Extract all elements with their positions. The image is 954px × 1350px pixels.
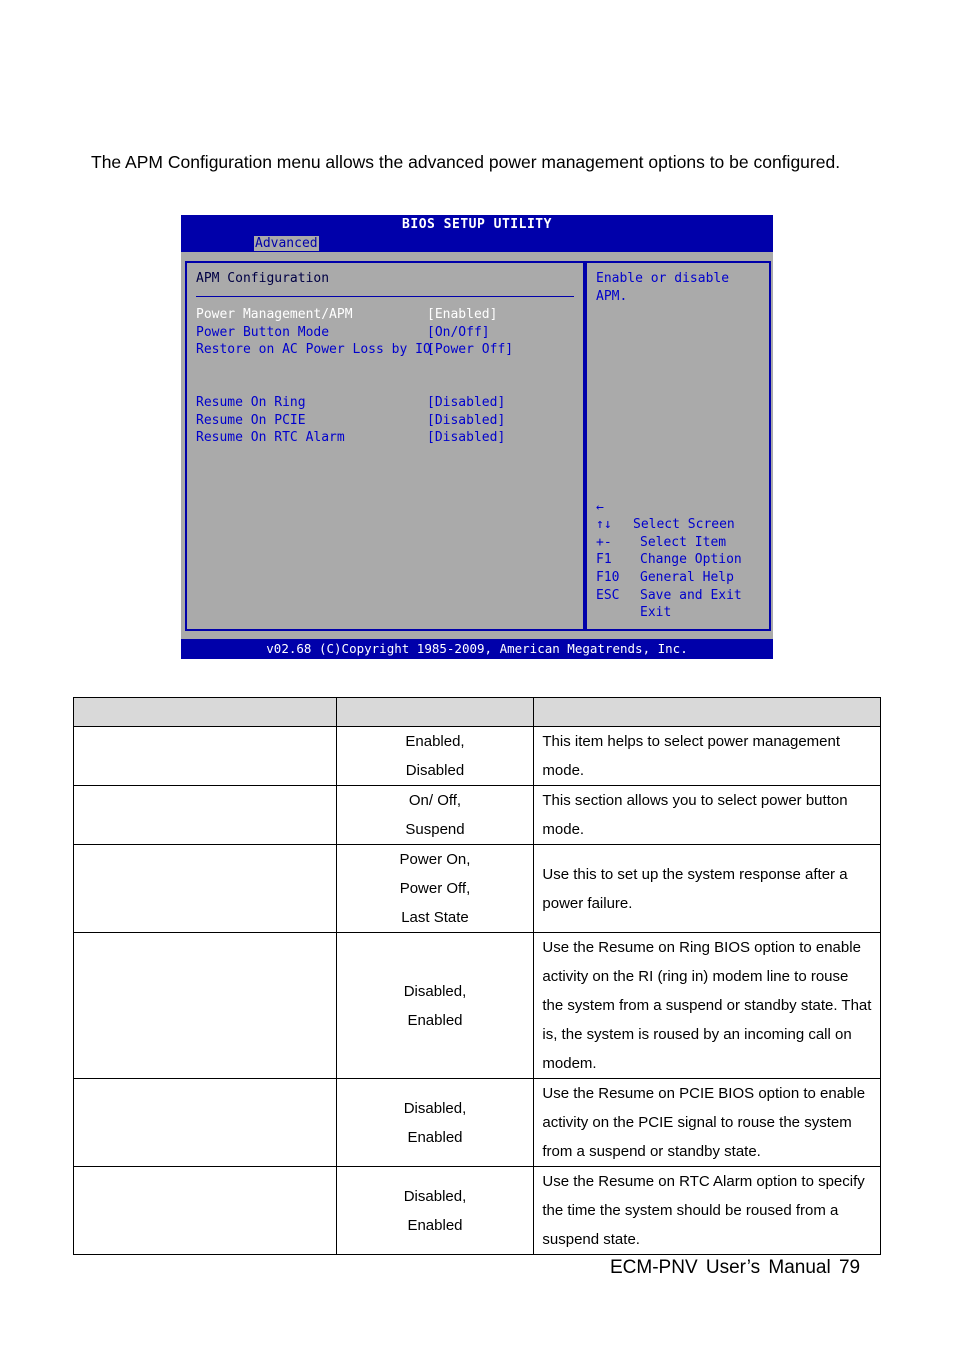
option-value: Disabled, xyxy=(403,982,467,1000)
option-value: Suspend xyxy=(405,821,465,838)
bios-item-resume-on-rtc-alarm[interactable] xyxy=(196,429,581,447)
bios-item-label: Resume On RTC Alarm xyxy=(196,430,345,445)
table-row xyxy=(74,845,881,933)
key-desc: General Help xyxy=(640,569,734,585)
options-cell xyxy=(336,1167,534,1255)
intro-paragraph: The APM Configuration menu allows the advanced power management options to be configured. xyxy=(91,152,841,172)
bios-item-label: Restore on AC Power Loss by IO xyxy=(196,342,431,357)
option-value: Disabled, xyxy=(403,1187,467,1205)
description-cell: Use the Resume on Ring BIOS option to enable activity on the RI (ring in) modem line to rouse the system from a suspend or standby state. That is, the system is roused by an incoming call on modem. xyxy=(534,933,881,1079)
bios-help-panel xyxy=(585,261,771,631)
setting-name-cell xyxy=(74,845,337,933)
options-cell xyxy=(336,786,534,845)
option-value: Last State xyxy=(401,909,469,926)
bios-item-value: [Disabled] xyxy=(427,413,506,428)
bios-screenshot xyxy=(181,215,773,659)
option-value: Enabled xyxy=(407,1128,463,1146)
header-cell-description xyxy=(534,698,881,727)
option-value: Enabled xyxy=(407,1216,463,1234)
bios-item-resume-on-ring[interactable] xyxy=(196,394,581,412)
page-footer: ECM-PNV User’s Manual 79 xyxy=(610,1257,861,1278)
bios-help-text: Enable or disable APM. xyxy=(596,271,730,304)
header-cell-bios-setting xyxy=(74,698,337,727)
tab-advanced[interactable]: Advanced xyxy=(255,236,318,251)
option-value: Disabled, xyxy=(403,1099,467,1117)
setting-name-cell xyxy=(74,1079,337,1167)
setting-name-cell xyxy=(74,786,337,845)
key-desc: Select Screen xyxy=(633,517,735,533)
options-table xyxy=(73,697,881,1255)
table-row xyxy=(74,1079,881,1167)
bios-item-label: Power Button Mode xyxy=(196,325,330,340)
bios-item-power-button-mode[interactable] xyxy=(196,324,581,342)
up-down-arrow-icon: ↑↓ xyxy=(596,517,612,533)
table-row xyxy=(74,786,881,845)
options-cell xyxy=(336,727,534,786)
table-row xyxy=(74,727,881,786)
bios-item-resume-on-pcie[interactable] xyxy=(196,412,581,430)
bios-menubar xyxy=(181,235,773,252)
setting-name-cell xyxy=(74,933,337,1079)
table-row xyxy=(74,933,881,1079)
header-cell-options xyxy=(336,698,534,727)
option-value: Disabled xyxy=(405,762,465,779)
table-header-row xyxy=(74,698,881,727)
bios-item-restore-on-ac-power-loss[interactable] xyxy=(196,341,581,359)
key-desc: Save and Exit xyxy=(640,587,742,603)
bios-copyright: v02.68 (C)Copyright 1985-2009, American Megatrends, Inc. xyxy=(181,639,773,659)
bios-item-label: Resume On Ring xyxy=(196,395,306,410)
bios-item-value: [Power Off] xyxy=(427,342,514,357)
bios-item-label: Power Management/APM xyxy=(196,307,353,322)
setting-name-cell xyxy=(74,727,337,786)
key-desc: Exit xyxy=(640,605,672,621)
option-value: Enabled xyxy=(407,1011,463,1029)
options-cell xyxy=(336,1079,534,1167)
key-desc: Change Option xyxy=(640,552,742,568)
bios-item-label: Resume On PCIE xyxy=(196,413,306,428)
description-cell: Use the Resume on PCIE BIOS option to enable activity on the PCIE signal to rouse the system from a suspend or standby state. xyxy=(534,1079,881,1167)
key-label: +- xyxy=(596,534,612,550)
options-cell xyxy=(336,933,534,1079)
bios-title: BIOS SETUP UTILITY xyxy=(402,217,552,232)
bios-section-heading: APM Configuration xyxy=(196,271,330,286)
description-cell: Use this to set up the system response after a power failure. xyxy=(534,845,881,933)
bios-settings-panel xyxy=(185,261,585,631)
left-arrow-icon: ← xyxy=(596,499,604,515)
bios-item-power-management-apm[interactable] xyxy=(196,306,581,324)
bios-item-value: [Enabled] xyxy=(427,307,498,322)
bios-body xyxy=(181,252,773,642)
table-row xyxy=(74,1167,881,1255)
bios-key-legend xyxy=(596,481,766,621)
option-value: On/ Off, xyxy=(408,792,462,809)
description-cell: Use the Resume on RTC Alarm option to specify the time the system should be roused from a suspend state. xyxy=(534,1167,881,1255)
description-cell: This item helps to select power management mode. xyxy=(534,727,881,786)
options-cell xyxy=(336,845,534,933)
key-label: F10 xyxy=(596,569,620,585)
bios-item-value: [Disabled] xyxy=(427,395,506,410)
description-cell: This section allows you to select power button mode. xyxy=(534,786,881,845)
option-value: Enabled, xyxy=(405,733,465,750)
bios-item-value: [Disabled] xyxy=(427,430,506,445)
key-label: F1 xyxy=(596,552,612,568)
key-legend-row xyxy=(596,481,766,533)
setting-name-cell xyxy=(74,1167,337,1255)
key-label: ESC xyxy=(596,587,620,603)
bios-heading-divider xyxy=(196,296,574,297)
bios-item-value: [On/Off] xyxy=(427,325,490,340)
key-desc: Select Item xyxy=(640,534,727,550)
option-value: Power Off, xyxy=(399,880,471,897)
option-value: Power On, xyxy=(399,851,471,868)
